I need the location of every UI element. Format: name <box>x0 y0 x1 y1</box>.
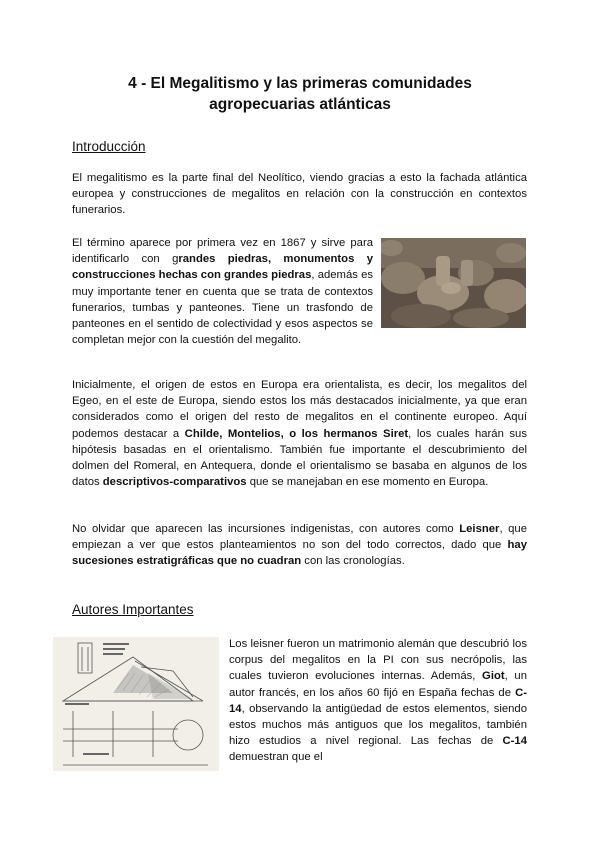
p4-text-a: No olvidar que aparecen las incursiones indigenistas, con autores como <box>72 523 460 535</box>
p2-text-a: El término aparece por primera vez en 1867 y sirve para identificarlo con g <box>72 237 373 266</box>
paragraph-intro-1: El megalitismo es la parte final del Neolítico, viendo gracias a esto la fachada atlántica europea y construcciones de megalitos en relación con la construcción en contextos funerarios. <box>72 172 527 217</box>
p3-bold-authors: Childe, Montelios, o los hermanos Siret <box>184 427 409 440</box>
aut-bold-c14-1: C-14 <box>229 686 527 715</box>
aut-bold-giot: Giot <box>482 670 505 683</box>
aut-text-g: demuestran que el <box>229 751 323 764</box>
aut-text-e: , observando la antigüedad de estos elementos, siendo estos muchos más antiguos que los megalitos, también hizo estudios a nivel regional. Las fechas de <box>229 702 527 748</box>
aut-text-a: Los leisner fueron un matrimonio alemán que descubrió los corpus del megalitos en la PI con sus necrópolis, las cuales tuvieron evoluciones internas. Además, <box>229 638 527 683</box>
aut-bold-c14-2: C-14 <box>502 735 527 748</box>
aut-text-c: , un autor francés, en los años 60 fijó en España fechas de <box>229 670 527 699</box>
paragraph-intro-2 <box>72 235 373 348</box>
paragraph-intro-4 <box>72 521 527 570</box>
p4-bold-leisner: Leisner <box>459 523 500 535</box>
page-title <box>60 73 540 115</box>
p3-text-c: , los cuales harán sus hipótesis basadas en el orientalismo. También fue importante el descubrimiento del dolmen del Romeral, en Antequera, donde el orientalismo se basaba en algunos de los datos <box>72 427 527 489</box>
dolmen-diagram <box>53 637 219 771</box>
title-line-2: agropecuarias atlánticas <box>209 96 391 113</box>
p2-text-c: , además es muy importante tener en cuenta que se trata de contextos funerarios, tumbas y panteones. Tiene un trasfondo de panteones en el sentido de colectividad y esos aspectos se completan mejor con la cuestión del megalito. <box>72 269 373 347</box>
section-heading-introduccion: Introducción <box>72 139 146 154</box>
paragraph-intro-3 <box>72 377 527 490</box>
section-heading-autores: Autores Importantes <box>72 602 194 617</box>
title-line-1: 4 - El Megalitismo y las primeras comunidades <box>128 75 472 92</box>
p4-text-e: con las cronologías. <box>301 555 405 568</box>
paragraph-autores-1 <box>229 636 527 766</box>
p4-bold-sucesiones: hay sucesiones estratigráficas que no cuadran <box>72 539 527 568</box>
megalith-photo <box>381 238 526 328</box>
p3-text-e: que se manejaban en ese momento en Europa. <box>246 476 489 489</box>
p3-text-a: Inicialmente, el origen de estos en Europa era orientalista, es decir, los megalitos del Egeo, en el este de Europa, siendo estos los más destacados inicialmente, ya que eran considerados como el origen del resto de megalitos en el continente europeo. Aquí podemos destacar a <box>72 379 527 440</box>
p4-text-c: , que empiezan a ver que estos planteamientos no son del todo correctos, dado que <box>72 523 527 552</box>
p3-bold-descriptivos: descriptivos-comparativos <box>102 476 247 489</box>
p2-bold: randes piedras, monumentos y construcciones hechas con grandes piedras <box>72 253 373 282</box>
